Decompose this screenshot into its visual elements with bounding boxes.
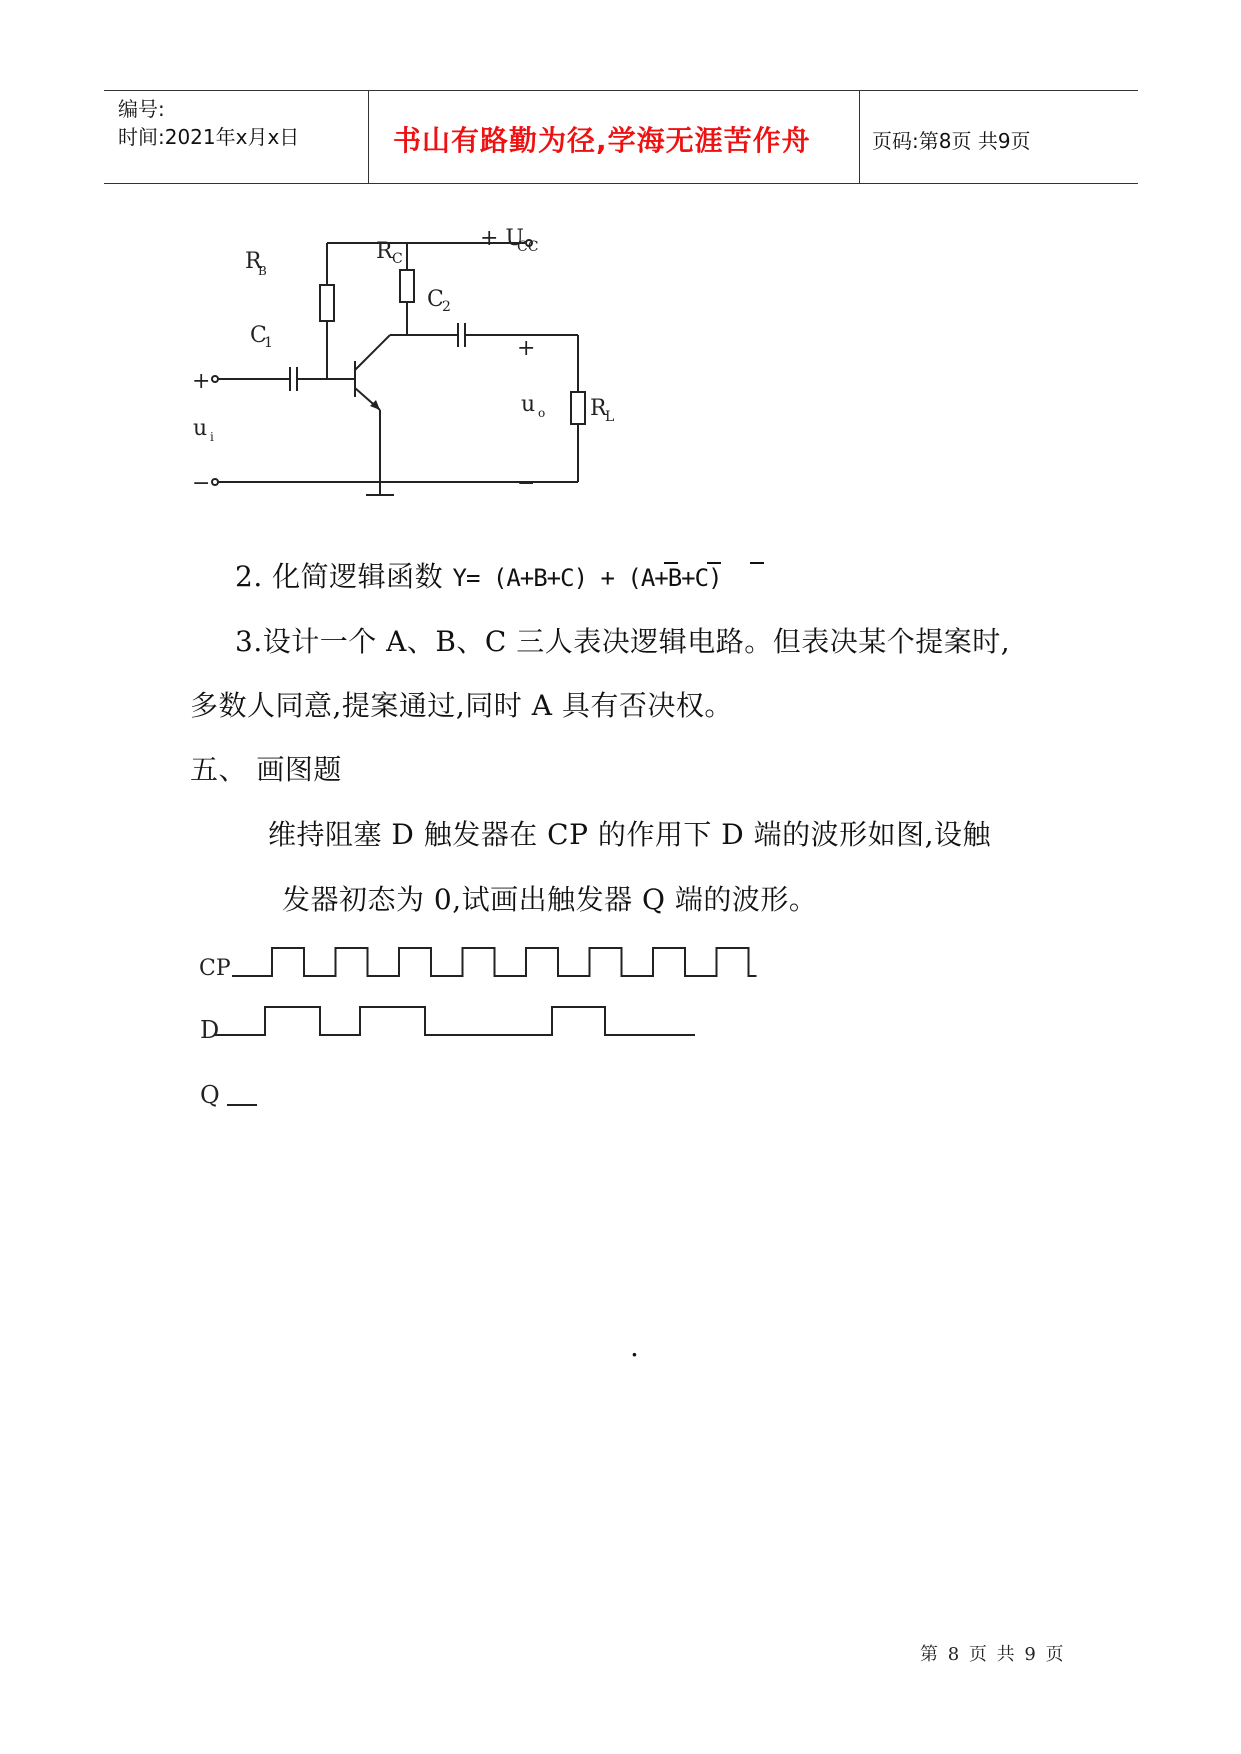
rc-label: R [376, 239, 393, 264]
question-2-prefix: 2. 化简逻辑函数 [235, 560, 444, 593]
header-page-label: 页码:第8页 共9页 [872, 129, 1031, 153]
rb-sub: B [258, 264, 267, 278]
output-minus-sign: − [517, 471, 536, 496]
center-dot: . [630, 1330, 640, 1363]
question-2-formula: Y= (A+B+C) + (A+B+C) [453, 564, 722, 592]
header-motto: 书山有路勤为径,学海无涯苦作舟 [393, 124, 811, 157]
d-label: D [200, 1016, 220, 1044]
section-5-title: 五、 画图题 [190, 753, 342, 786]
rb-label: R [245, 249, 262, 274]
timing-waveform-diagram [195, 935, 795, 1125]
resistor-rb [320, 285, 334, 321]
rl-sub: L [605, 409, 615, 425]
cp-waveform [232, 948, 757, 976]
header-time-label: 时间:2021年x月x日 [118, 125, 300, 149]
cp-label: CP [199, 956, 231, 981]
question-3-line-1: 3.设计一个 A、B、C 三人表决逻辑电路。但表决某个提案时, [235, 625, 1011, 658]
rc-sub: C [392, 251, 403, 267]
input-plus-terminal [212, 376, 218, 382]
vcc-sub: CC [517, 239, 539, 255]
uo-sub: o [538, 406, 546, 420]
input-minus-terminal [212, 479, 218, 485]
rl-label: R [590, 396, 607, 421]
c2-sub: 2 [442, 299, 451, 315]
overbar-c [750, 562, 764, 564]
vcc-label: + U [480, 226, 524, 251]
header-top-rule [104, 90, 1138, 91]
header-divider-right [859, 90, 860, 183]
input-plus-sign: + [192, 369, 211, 394]
section-5-line-2: 发器初态为 0,试画出触发器 Q 端的波形。 [282, 883, 818, 916]
input-minus-sign: − [192, 471, 211, 496]
header-bottom-rule [104, 183, 1138, 184]
c2-label: C [427, 287, 444, 312]
question-3-line-2: 多数人同意,提案通过,同时 A 具有否决权。 [190, 689, 733, 722]
section-5-line-1: 维持阻塞 D 触发器在 CP 的作用下 D 端的波形如图,设触 [268, 818, 991, 851]
header-number-label: 编号: [118, 97, 165, 121]
ui-sub: i [210, 430, 214, 444]
header-divider-left [368, 90, 369, 183]
footer-page-number: 第 8 页 共 9 页 [920, 1644, 1066, 1665]
resistor-rl [571, 392, 585, 424]
transistor-collector [355, 335, 390, 370]
q-label: Q [200, 1081, 220, 1109]
output-plus-sign: + [517, 336, 536, 361]
question-2 [235, 555, 722, 595]
overbar-a [664, 562, 678, 564]
ui-label: u [193, 416, 208, 441]
c1-sub: 1 [264, 335, 273, 351]
resistor-rc [400, 270, 414, 302]
d-waveform [215, 1007, 695, 1035]
overbar-b [707, 562, 721, 564]
amplifier-circuit-diagram [180, 215, 650, 525]
c1-label: C [250, 323, 267, 348]
uo-label: u [521, 392, 536, 417]
